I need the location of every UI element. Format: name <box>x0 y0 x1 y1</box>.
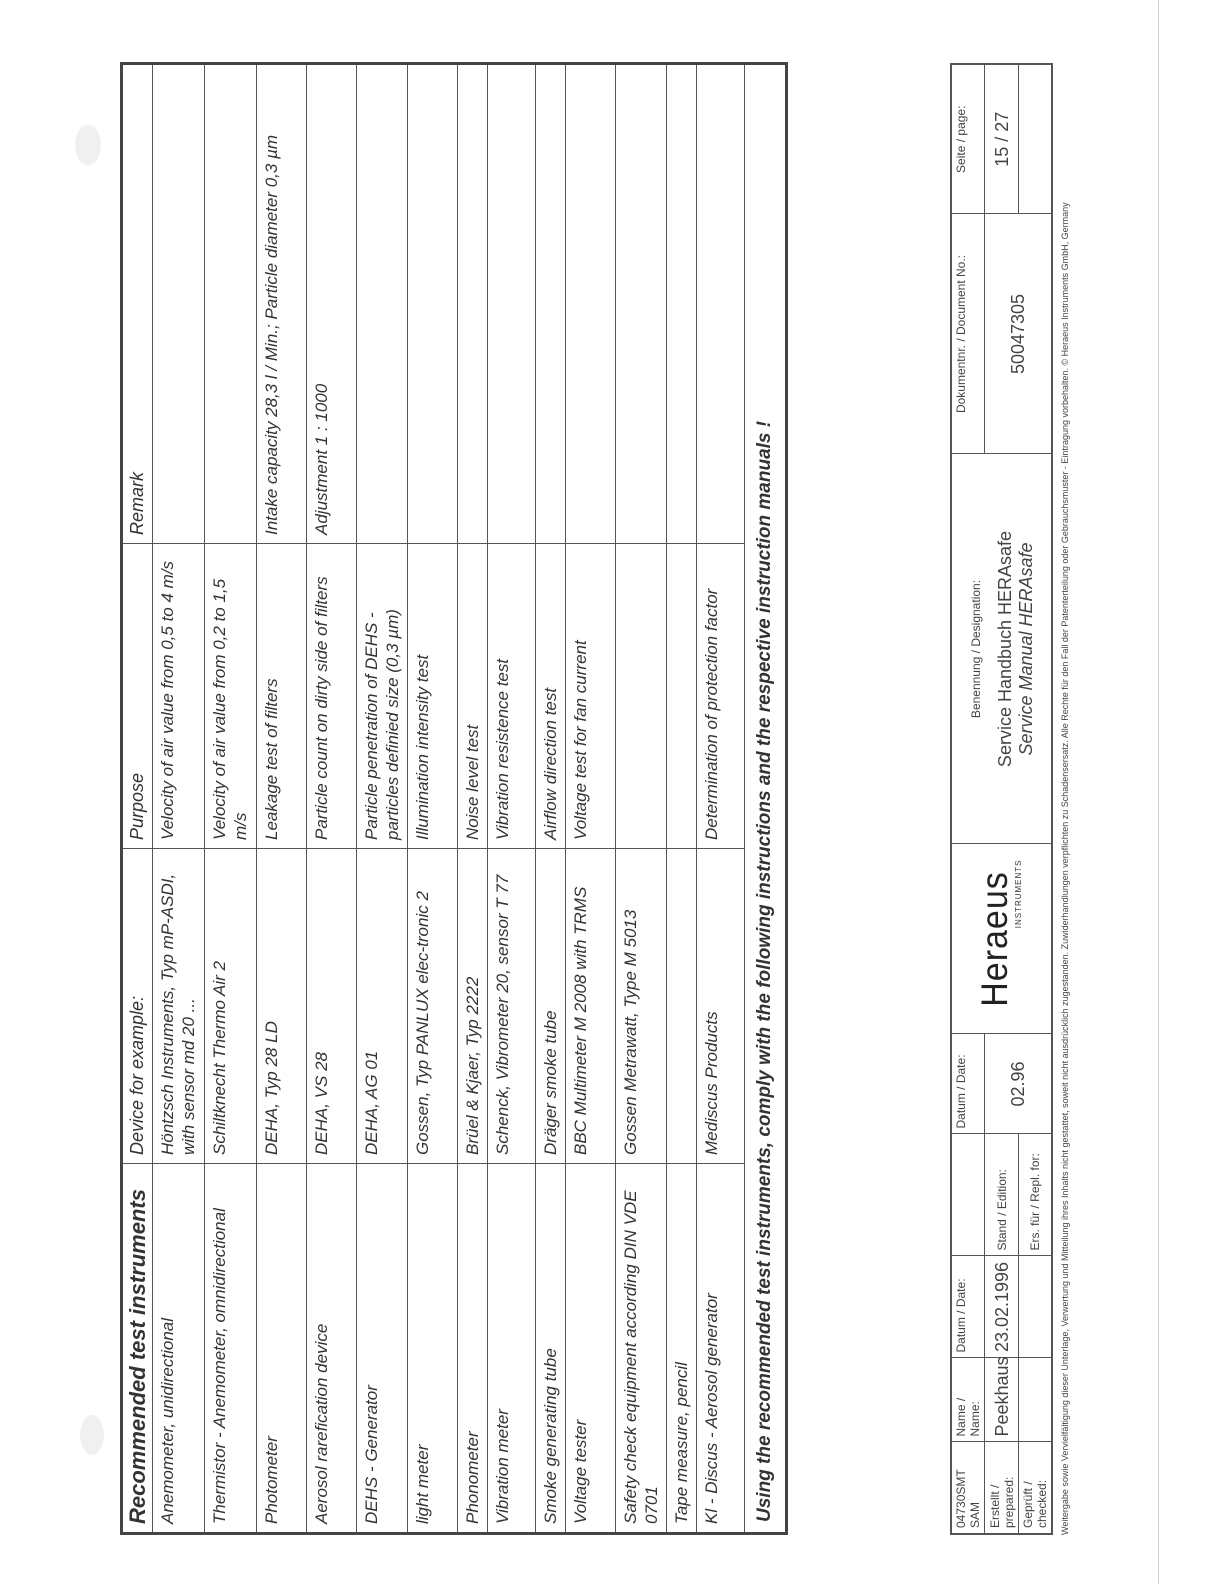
designation-label: Benennung / Designation: <box>969 579 983 719</box>
cell-instrument: Safety check equipment according DIN VDE 0701 <box>616 1164 667 1534</box>
cell-remark <box>458 64 488 544</box>
cell-remark: Adjustment 1 : 1000 <box>307 64 357 544</box>
header-device: Device for example: <box>122 849 153 1164</box>
cell-instrument: Photometer <box>257 1164 307 1534</box>
cell-purpose <box>616 544 667 849</box>
table-row <box>153 64 205 1534</box>
cell-device: Dräger smoke tube <box>536 849 566 1164</box>
cell-purpose: Illumination intensity test <box>408 544 458 849</box>
heraeus-logo-sub: INSTRUMENTS <box>1013 859 1023 929</box>
designation-de: Service Handbuch HERAsafe <box>995 530 1015 768</box>
footer-note-row <box>745 64 787 1534</box>
cell-remark <box>205 64 257 544</box>
table-row <box>257 64 307 1534</box>
cell-remark <box>616 64 667 544</box>
cell-instrument: Smoke generating tube <box>536 1164 566 1534</box>
table-row <box>408 64 458 1534</box>
cell-purpose: Vibration resistence test <box>488 544 536 849</box>
header-instrument: Recommended test instruments <box>122 1164 153 1534</box>
cell-device: DEHA, Typ 28 LD <box>257 849 307 1164</box>
prepared-label: Erstellt / prepared: <box>985 1442 1019 1534</box>
cell-instrument: Voltage tester <box>566 1164 616 1534</box>
cell-device <box>667 849 697 1164</box>
cell-device: Schiltknecht Thermo Air 2 <box>205 849 257 1164</box>
scan-speck <box>75 125 101 165</box>
cell-purpose: Noise level test <box>458 544 488 849</box>
table-row <box>205 64 257 1534</box>
designation-en: Service Manual HERAsafe <box>1016 542 1036 756</box>
cell-remark <box>357 64 408 544</box>
cell-purpose <box>667 544 697 849</box>
page-blank <box>1019 64 1053 214</box>
cell-instrument: Phonometer <box>458 1164 488 1534</box>
cell-device: Schenck, Vibrometer 20, sensor T 77 <box>488 849 536 1164</box>
table-row <box>667 64 697 1534</box>
cell-device: Höntzsch Instruments, Typ mP-ASDI, with sensor md 20 ... <box>153 849 205 1164</box>
table-header-row <box>122 64 153 1534</box>
cell-device: Brüel & Kjaer, Typ 2222 <box>458 849 488 1164</box>
cell-remark <box>153 64 205 544</box>
table-row <box>458 64 488 1534</box>
cell-purpose: Velocity of air value from 0,2 to 1,5 m/s <box>205 544 257 849</box>
cell-instrument: Anemometer, unidirectional <box>153 1164 205 1534</box>
cell-remark <box>408 64 458 544</box>
test-instruments-table <box>120 62 788 1535</box>
cell-purpose: Leakage test of filters <box>257 544 307 849</box>
designation-cell <box>951 454 1052 844</box>
prepared-name: Peekhaus <box>985 1358 1019 1442</box>
cell-instrument: Aerosol rarefication device <box>307 1164 357 1534</box>
table-row <box>357 64 408 1534</box>
prepared-date: 23.02.1996 <box>985 1256 1019 1358</box>
cell-instrument: Tape measure, pencil <box>667 1164 697 1534</box>
rotated-document-sheet <box>120 55 1110 1535</box>
edition-label: Stand / Edition: <box>985 1134 1019 1256</box>
header-remark: Remark <box>122 64 153 544</box>
logo-cell <box>951 844 1052 1034</box>
cell-device: DEHA, AG 01 <box>357 849 408 1164</box>
replaces-label: Ers. für / Repl. for: <box>1019 1134 1053 1256</box>
table-row <box>307 64 357 1534</box>
table-row <box>566 64 616 1534</box>
page-number: 15 / 27 <box>985 64 1019 214</box>
checked-label: Geprüft / checked: <box>1019 1442 1053 1534</box>
footer-note: Using the recommended test instruments, comply with the following instructions and the respective instruction manuals ! <box>745 64 787 1534</box>
header-purpose: Purpose <box>122 544 153 849</box>
edition-date: 02.96 <box>985 1034 1053 1134</box>
page-label: Seite / page: <box>951 64 985 214</box>
cell-instrument: Thermistor - Anemometer, omnidirectional <box>205 1164 257 1534</box>
scan-edge-line <box>1158 0 1159 1584</box>
cell-instrument: Kl - Discus - Aerosol generator <box>697 1164 745 1534</box>
cell-purpose: Velocity of air value from 0,5 to 4 m/s <box>153 544 205 849</box>
date-label: Datum / Date: <box>951 1256 985 1358</box>
cell-remark: Intake capacity 28,3 l / Min.; Particle diameter 0,3 µm <box>257 64 307 544</box>
table-row <box>488 64 536 1534</box>
cell-purpose: Voltage test for fan current <box>566 544 616 849</box>
cell-device: Gossen, Typ PANLUX elec-tronic 2 <box>408 849 458 1164</box>
edition-label-top <box>951 1134 985 1256</box>
heraeus-logo: Heraeus <box>973 871 1016 1007</box>
cell-instrument: DEHS - Generator <box>357 1164 408 1534</box>
table-row <box>697 64 745 1534</box>
cell-device: BBC Multimeter M 2008 with TRMS <box>566 849 616 1164</box>
table-row <box>536 64 566 1534</box>
cell-instrument: Vibration meter <box>488 1164 536 1534</box>
edition-date-label: Datum / Date: <box>951 1034 985 1134</box>
cell-remark <box>566 64 616 544</box>
legal-notice: Weitergabe sowie Vervielfältigung dieser Unterlage, Verwertung und Mitteilung ihres Inhalts nicht gestattet, soweit nicht ausdrücklich zugestanden. Zuwiderhandlungen verpflichten zu Schadensersatz. Alle Rechte für den Fall der Patenterteilung oder Gebrauchsmuster - Eintragung vorbehalten. © Heraeus Instruments GmbH, Germany <box>1060 202 1070 1535</box>
cell-remark <box>536 64 566 544</box>
table-row <box>616 64 667 1534</box>
cell-purpose: Particle count on dirty side of filters <box>307 544 357 849</box>
cell-purpose: Airflow direction test <box>536 544 566 849</box>
cell-device: Mediscus Products <box>697 849 745 1164</box>
cell-purpose: Determination of protection factor <box>697 544 745 849</box>
checked-date <box>1019 1256 1053 1358</box>
document-no: 50047305 <box>985 214 1053 454</box>
cell-device: Gossen Metrawatt, Type M 5013 <box>616 849 667 1164</box>
checked-name <box>1019 1358 1053 1442</box>
table-body <box>153 64 745 1534</box>
cell-purpose: Particle penetration of DEHS - particles definied size (0,3 µm) <box>357 544 408 849</box>
doc-code: 04730SMT SAM <box>951 1442 985 1534</box>
cell-device: DEHA, VS 28 <box>307 849 357 1164</box>
name-label: Name / Name: <box>951 1358 985 1442</box>
scan-speck <box>80 1415 104 1455</box>
cell-instrument: light meter <box>408 1164 458 1534</box>
cell-remark <box>488 64 536 544</box>
document-no-label: Dokumentnr. / Document No.: <box>951 214 985 454</box>
cell-remark <box>667 64 697 544</box>
cell-remark <box>697 64 745 544</box>
title-block <box>950 63 1053 1535</box>
